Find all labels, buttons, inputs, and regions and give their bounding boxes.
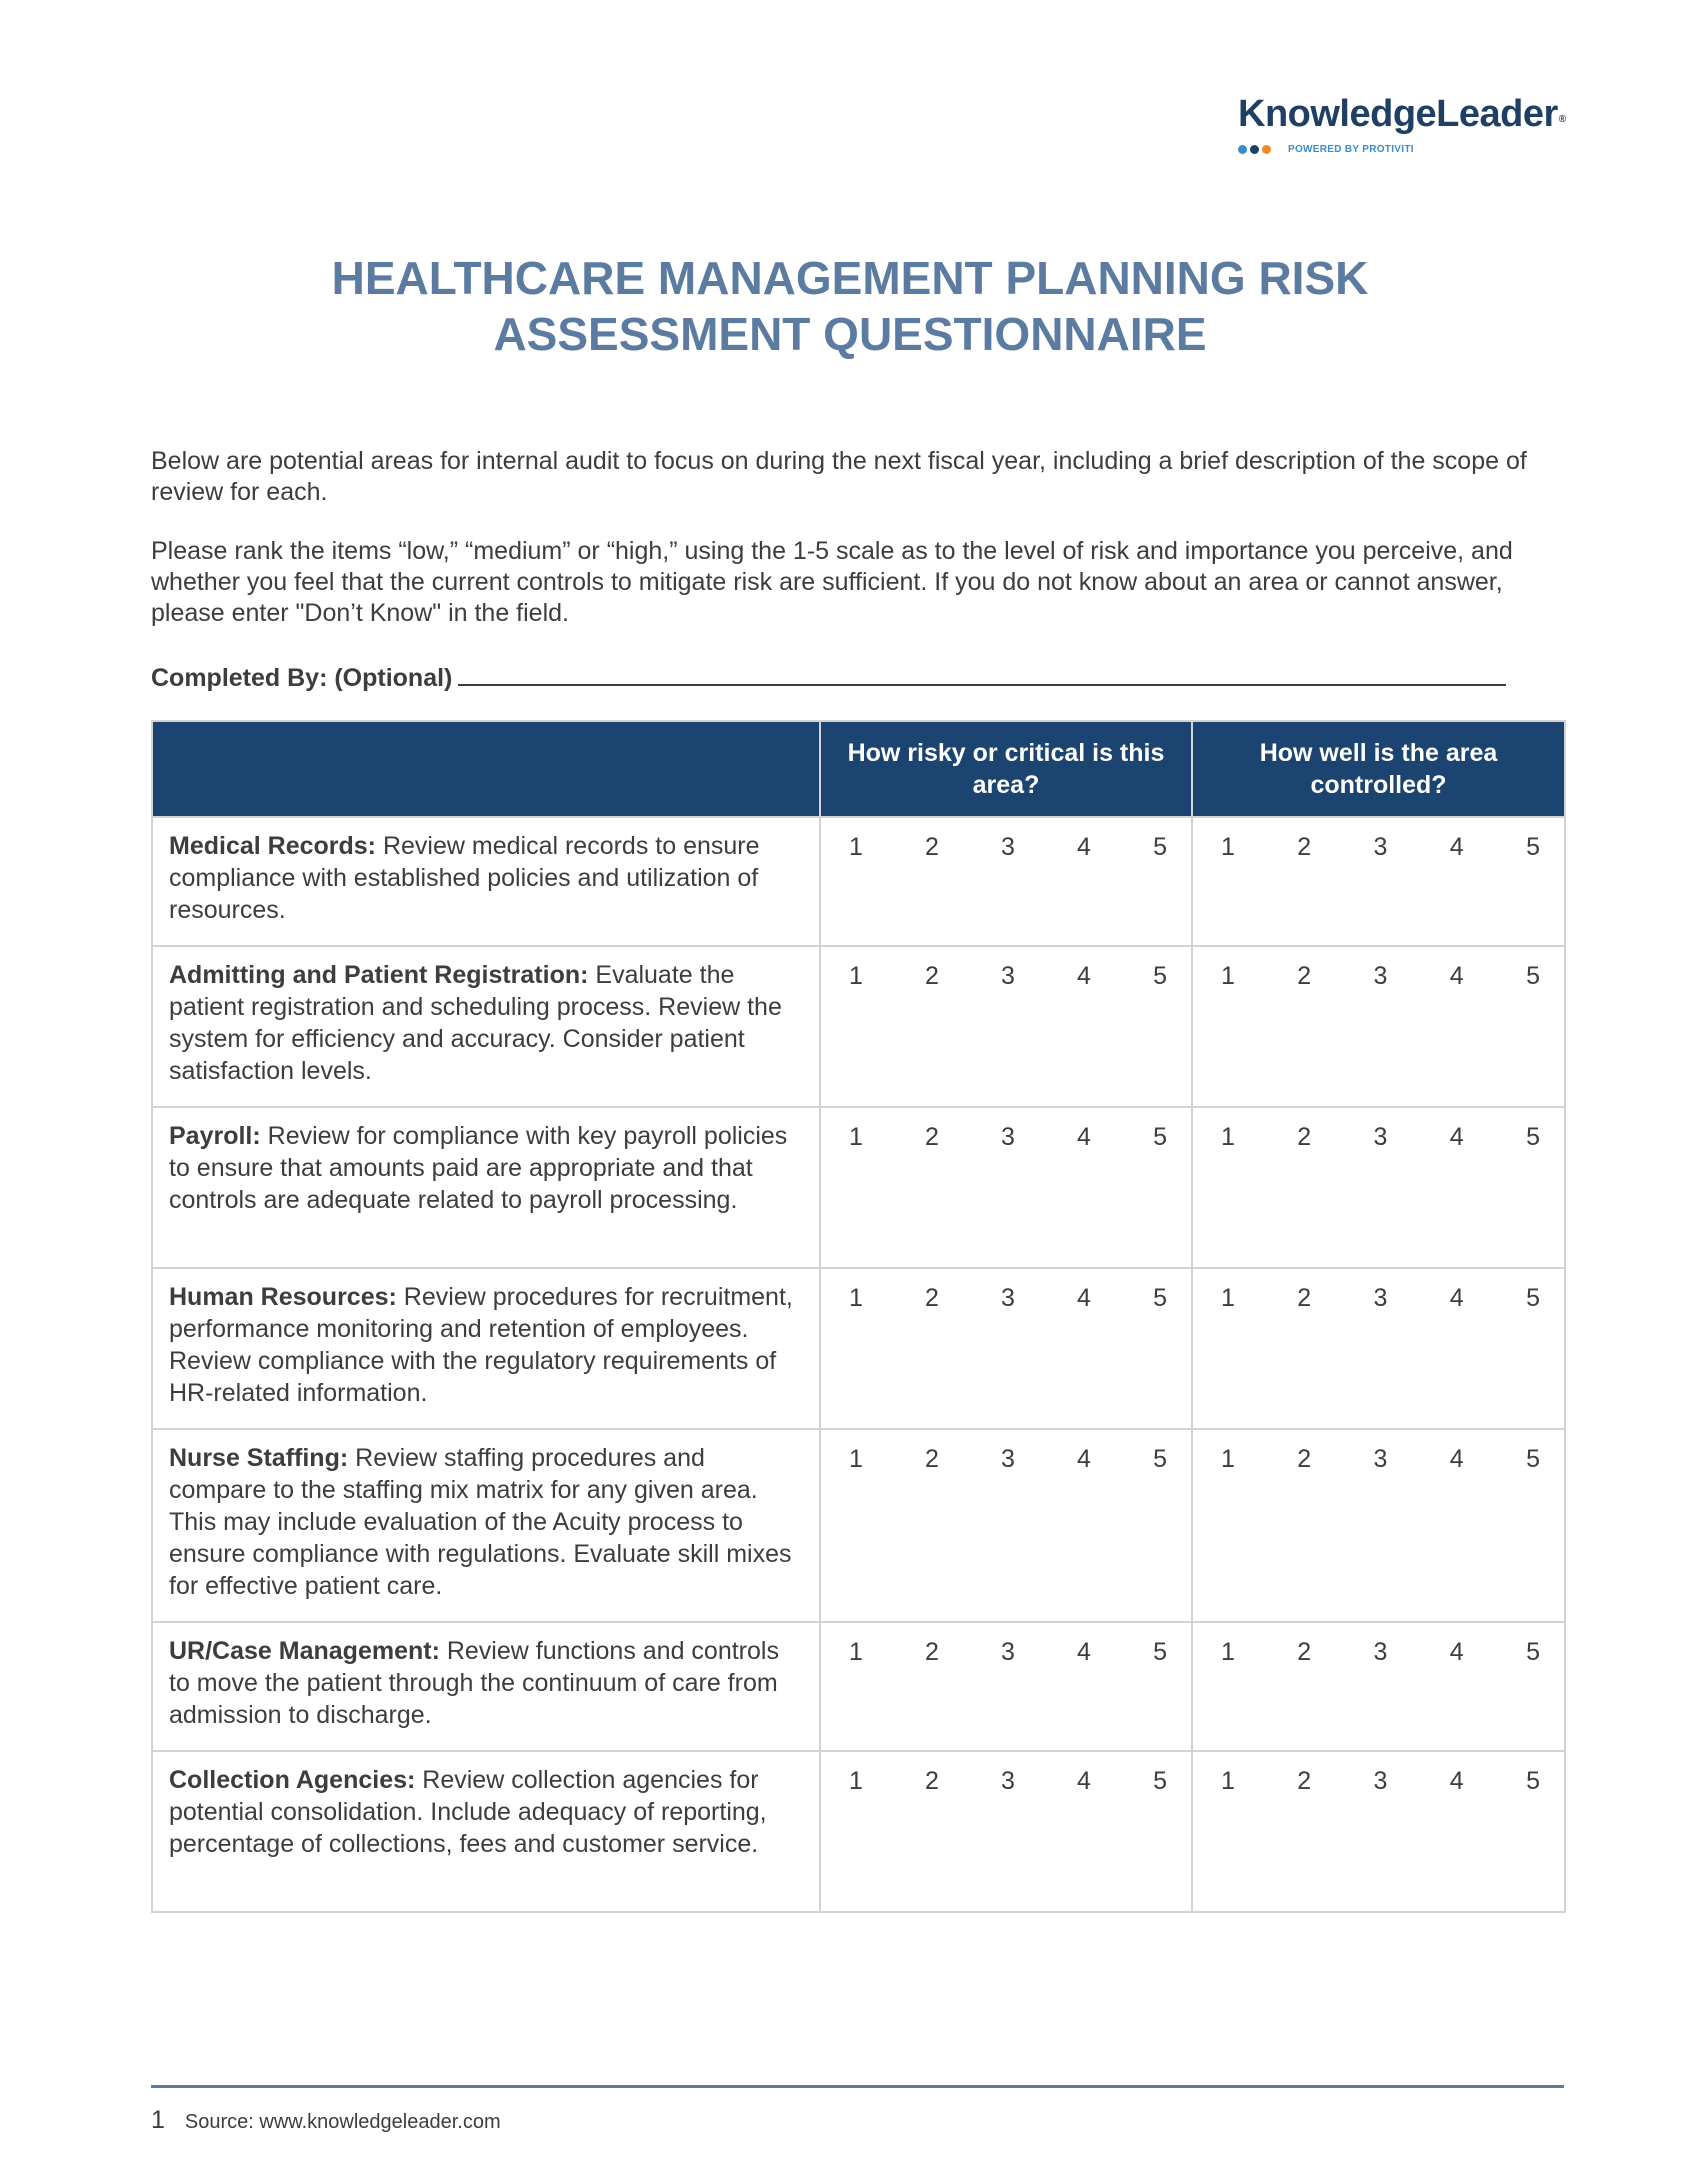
risk-scale [821,832,1191,862]
scale-option[interactable]: 3 [1373,1638,1388,1666]
control-scale-cell [1192,1107,1565,1268]
control-scale [1193,1637,1564,1667]
scale-option[interactable]: 1 [1221,1284,1235,1312]
area-text: Review staffing procedures and compare to the staffing mix matrix for any given area. This may include evaluation of the Acuity process to ensure compliance with regulations. Evaluate skill mixes for effective patient care. [169,1444,792,1600]
title-line-2: ASSESSMENT QUESTIONNAIRE [493,308,1207,360]
risk-scale [821,961,1191,991]
logo-dot-icon [1262,145,1271,154]
area-text: Review medical records to ensure compliance with established policies and utilization of resources. [169,832,760,924]
area-term: Human Resources: [169,1283,397,1311]
control-scale [1193,1283,1564,1313]
scale-option[interactable]: 4 [1449,1638,1464,1666]
area-description [152,1107,820,1268]
scale-option[interactable]: 5 [1153,1767,1167,1795]
control-scale-cell [1192,1751,1565,1912]
completed-by-field [151,662,1506,693]
table-row [152,1622,1565,1751]
scale-option[interactable]: 4 [1449,1445,1464,1473]
scale-option[interactable]: 2 [925,1767,939,1795]
control-scale-cell [1192,1268,1565,1429]
risk-scale [821,1122,1191,1152]
scale-option[interactable]: 2 [925,962,939,990]
scale-option[interactable]: 5 [1153,1638,1167,1666]
area-description [152,1622,820,1751]
scale-option[interactable]: 1 [849,1767,863,1795]
scale-option[interactable]: 3 [1001,962,1015,990]
scale-option[interactable]: 2 [1297,1767,1312,1795]
risk-scale [821,1444,1191,1474]
area-term: Collection Agencies: [169,1766,416,1794]
scale-option[interactable]: 4 [1077,1767,1091,1795]
scale-option[interactable]: 2 [925,1445,939,1473]
scale-option[interactable]: 2 [925,1123,939,1151]
scale-option[interactable]: 1 [849,833,863,861]
scale-option[interactable]: 1 [1221,1767,1235,1795]
scale-option[interactable]: 5 [1526,1767,1540,1795]
scale-option[interactable]: 4 [1449,1284,1464,1312]
scale-option[interactable]: 3 [1373,962,1388,990]
knowledgeleader-logo [1238,92,1568,155]
control-scale-cell [1192,1429,1565,1622]
control-scale [1193,961,1564,991]
footer-source: Source: www.knowledgeleader.com [184,2111,501,2133]
scale-option[interactable]: 1 [1221,962,1235,990]
area-term: Payroll: [169,1122,261,1150]
control-scale [1193,1444,1564,1474]
completed-by-label: Completed By: (Optional) [151,664,453,692]
scale-option[interactable]: 3 [1001,1445,1015,1473]
scale-option[interactable]: 4 [1077,833,1091,861]
scale-option[interactable]: 2 [925,1638,939,1666]
table-row [152,1751,1565,1912]
header-risk: How risky or critical is this area? [820,721,1192,817]
scale-option[interactable]: 3 [1001,833,1015,861]
questionnaire-table [151,720,1566,1913]
table-row [152,946,1565,1107]
risk-scale [821,1637,1191,1667]
scale-option[interactable]: 5 [1526,833,1540,861]
scale-option[interactable]: 1 [1221,1445,1235,1473]
scale-option[interactable]: 2 [1297,833,1312,861]
control-scale-cell [1192,817,1565,946]
scale-option[interactable]: 1 [849,1123,863,1151]
scale-option[interactable]: 5 [1153,833,1167,861]
scale-option[interactable]: 5 [1526,1284,1540,1312]
page-title [150,250,1550,362]
scale-option[interactable]: 3 [1001,1284,1015,1312]
control-scale [1193,832,1564,862]
risk-scale [821,1766,1191,1796]
table-row [152,1268,1565,1429]
scale-option[interactable]: 4 [1449,1123,1464,1151]
header-area [152,721,820,817]
scale-option[interactable]: 1 [849,1445,863,1473]
scale-option[interactable]: 5 [1526,1445,1540,1473]
risk-scale-cell [820,1429,1192,1622]
scale-option[interactable]: 4 [1449,1767,1464,1795]
scale-option[interactable]: 5 [1526,1123,1540,1151]
scale-option[interactable]: 5 [1526,962,1540,990]
intro-paragraph-2: Please rank the items “low,” “medium” or “high,” using the 1-5 scale as to the level of risk and importance you perceive, and whether you feel that the current controls to mitigate risk are sufficient. If you do not know about an area or cannot answer, please enter "Don’t Know" in the field. [151,537,1513,627]
risk-scale-cell [820,817,1192,946]
risk-scale-cell [820,1751,1192,1912]
area-term: UR/Case Management: [169,1637,440,1665]
completed-by-input-line[interactable] [458,662,1506,686]
scale-option[interactable]: 1 [1221,1123,1235,1151]
footer-divider [151,2085,1564,2088]
area-text: Review collection agencies for potential consolidation. Include adequacy of reporting, percentage of collections, fees and customer service. [169,1766,767,1858]
intro-paragraph-1: Below are potential areas for internal audit to focus on during the next fiscal year, including a brief description of the scope of review for each. [151,447,1527,506]
area-text: Evaluate the patient registration and scheduling process. Review the system for efficiency and accuracy. Consider patient satisfaction levels. [169,961,782,1085]
page-number: 1 [151,2106,165,2134]
title-line-1: HEALTHCARE MANAGEMENT PLANNING RISK [331,252,1369,304]
scale-option[interactable]: 2 [1297,1284,1312,1312]
scale-option[interactable]: 1 [1221,833,1235,861]
table-header-row [152,721,1565,817]
scale-option[interactable]: 2 [1297,962,1312,990]
scale-option[interactable]: 4 [1449,962,1464,990]
area-description [152,817,820,946]
scale-option[interactable]: 4 [1077,1284,1091,1312]
risk-scale-cell [820,1268,1192,1429]
risk-scale-cell [820,1107,1192,1268]
scale-option[interactable]: 4 [1077,1638,1091,1666]
scale-option[interactable]: 3 [1373,1123,1388,1151]
control-scale-cell [1192,1622,1565,1751]
area-term: Admitting and Patient Registration: [169,961,589,989]
scale-option[interactable]: 3 [1373,833,1388,861]
table-row [152,1429,1565,1622]
scale-option[interactable]: 3 [1001,1638,1015,1666]
area-description [152,1751,820,1912]
area-description [152,1429,820,1622]
scale-option[interactable]: 5 [1153,962,1167,990]
scale-option[interactable]: 5 [1153,1284,1167,1312]
scale-option[interactable]: 3 [1373,1767,1388,1795]
scale-option[interactable]: 4 [1449,833,1464,861]
control-scale [1193,1766,1564,1796]
scale-option[interactable]: 4 [1077,1123,1091,1151]
table-row [152,1107,1565,1268]
header-control: How well is the area controlled? [1192,721,1565,817]
logo-dot-icon [1250,145,1259,154]
scale-option[interactable]: 2 [925,833,939,861]
scale-option[interactable]: 1 [849,1638,863,1666]
scale-option[interactable]: 4 [1077,962,1091,990]
area-description [152,1268,820,1429]
risk-scale-cell [820,946,1192,1107]
area-term: Nurse Staffing: [169,1444,349,1472]
scale-option[interactable]: 5 [1153,1445,1167,1473]
scale-option[interactable]: 3 [1001,1767,1015,1795]
scale-option[interactable]: 3 [1001,1123,1015,1151]
area-term: Medical Records: [169,832,377,860]
scale-option[interactable]: 3 [1373,1284,1388,1312]
control-scale [1193,1122,1564,1152]
scale-option[interactable]: 1 [849,1284,863,1312]
scale-option[interactable]: 5 [1153,1123,1167,1151]
scale-option[interactable]: 2 [1297,1445,1312,1473]
area-text: Review for compliance with key payroll policies to ensure that amounts paid are appropriate and that controls are adequate related to payroll processing. [169,1122,788,1214]
risk-scale [821,1283,1191,1313]
scale-option[interactable]: 3 [1373,1445,1388,1473]
logo-dot-icon [1238,145,1247,154]
area-text: Review functions and controls to move the patient through the continuum of care from admission to discharge. [169,1637,779,1729]
scale-option[interactable]: 5 [1526,1638,1540,1666]
footer [151,2106,501,2135]
risk-scale-cell [820,1622,1192,1751]
area-description [152,946,820,1107]
area-text: Review procedures for recruitment, performance monitoring and retention of employees. Review compliance with the regulatory requirements of HR-related information. [169,1283,793,1407]
scale-option[interactable]: 4 [1077,1445,1091,1473]
table-row [152,817,1565,946]
brand-tagline: POWERED BY PROTIVITI [1288,144,1414,155]
scale-option[interactable]: 2 [1297,1638,1312,1666]
registered-mark: ® [1558,114,1566,125]
scale-option[interactable]: 2 [925,1284,939,1312]
scale-option[interactable]: 1 [1221,1638,1235,1666]
scale-option[interactable]: 1 [849,962,863,990]
brand-name: KnowledgeLeader [1238,93,1558,135]
scale-option[interactable]: 2 [1297,1123,1312,1151]
table-body [152,817,1565,1912]
control-scale-cell [1192,946,1565,1107]
